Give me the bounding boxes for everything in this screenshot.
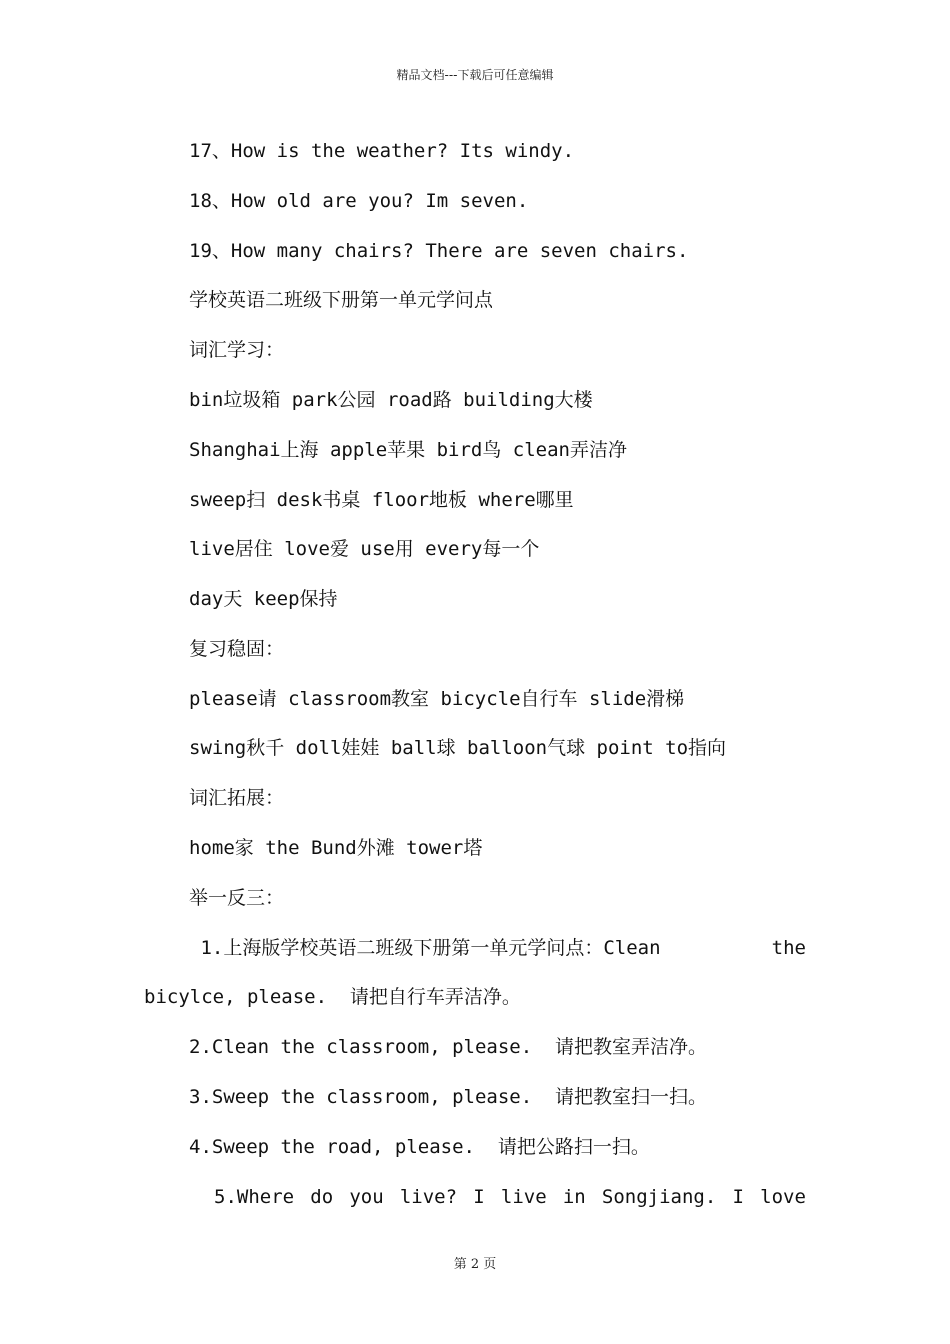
review-line-2: swing秋千 doll娃娃 ball球 balloon气球 point to指向 <box>189 737 727 759</box>
section-title: 学校英语二班级下册第一单元学问点 <box>189 289 494 311</box>
text-line-19: 19、How many chairs? There are seven chairs. <box>189 240 689 262</box>
review-heading: 复习稳固： <box>189 638 285 660</box>
extension-heading: 词汇拓展： <box>189 787 285 809</box>
example-5-word: in <box>562 1186 586 1208</box>
vocab-line-2: Shanghai上海 apple苹果 bird鸟 clean弄洁净 <box>189 439 627 461</box>
example-1-word: the <box>771 937 806 959</box>
example-5-word: I <box>732 1186 744 1208</box>
vocab-line-1: bin垃圾箱 park公园 road路 building大楼 <box>189 389 593 411</box>
text-line-18: 18、How old are you? Im seven. <box>189 190 529 212</box>
review-line-1: please请 classroom教室 bicycle自行车 slide滑梯 <box>189 688 685 710</box>
example-1-line-2: bicylce, please. 请把自行车弄洁净。 <box>144 986 521 1008</box>
text-line-17: 17、How is the weather? Its windy. <box>189 140 575 162</box>
examples-heading: 举一反三： <box>189 887 285 909</box>
example-1-line-1 <box>189 936 806 960</box>
example-5-word: I <box>473 1186 485 1208</box>
example-3: 3.Sweep the classroom, please. 请把教室扫一扫。 <box>189 1086 708 1108</box>
example-5-word: live? <box>399 1186 458 1208</box>
example-2: 2.Clean the classroom, please. 请把教室弄洁净。 <box>189 1036 708 1058</box>
page-header: 精品文档---下载后可任意编辑 <box>396 68 554 82</box>
vocab-line-5: day天 keep保持 <box>189 588 338 610</box>
page-number: 第 2 页 <box>453 1257 497 1272</box>
example-1-text: 1.上海版学校英语二班级下册第一单元学问点：Clean <box>189 937 661 959</box>
extension-line-1: home家 the Bund外滩 tower塔 <box>189 837 483 859</box>
vocab-line-4: live居住 love爱 use用 every每一个 <box>189 538 540 560</box>
vocab-heading: 词汇学习： <box>189 339 285 361</box>
example-4: 4.Sweep the road, please. 请把公路扫一扫。 <box>189 1136 650 1158</box>
example-5-word: do <box>310 1186 334 1208</box>
vocab-line-3: sweep扫 desk书桌 floor地板 where哪里 <box>189 489 574 511</box>
example-5-line <box>214 1185 806 1209</box>
example-5-word: you <box>349 1186 384 1208</box>
example-5-word: 5.Where <box>214 1186 295 1208</box>
example-5-word: live <box>500 1186 547 1208</box>
example-5-word: love <box>760 1186 806 1208</box>
example-5-word: Songjiang. <box>601 1186 717 1208</box>
